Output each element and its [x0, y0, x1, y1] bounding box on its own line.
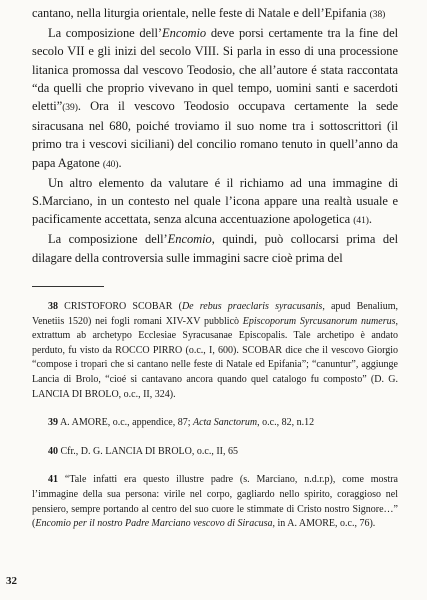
page-number: 32: [6, 575, 17, 587]
footnote-text: , extrattum ab archetypo Ecclesiae Syracusanae Episcopalis. Tale archetipo è andato perduto, fu visto da ROCCO PIRRO (o.c., I, 600). SCOBAR dice che il vescovo Giorgio “compose i tropari che si cantano nelle feste di Natale ed Epifania”; “canuntur”, aggiunge Lancia di Brolo, “cioé si cantavano ancora quando quel catalogo fu composto” (D. G. LANCIA DI BROLO, o.c., II, 324).: [32, 315, 398, 400]
footnote-number: 38: [48, 301, 58, 312]
footnotes: [32, 300, 398, 546]
footnote-ref-40: (40): [102, 159, 119, 170]
footnote-italic: De rebus praeclaris syracusanis: [181, 301, 323, 312]
footnote-italic: Encomio per il nostro Padre Marciano vescovo di Siracusa: [35, 518, 273, 530]
paragraph-4-text-a: La composizione dell’: [48, 232, 168, 247]
footnote-39: [32, 416, 398, 431]
paragraph-3-end: .: [368, 212, 372, 227]
footnote-ref-41: (41): [353, 216, 369, 227]
paragraph-2-italic-title: Encomio: [162, 26, 207, 41]
paragraph-1: [32, 4, 398, 24]
footnote-text: A. AMORE, o.c., appendice, 87;: [58, 417, 193, 429]
footnote-number: 41: [48, 474, 58, 486]
footnote-divider: [32, 286, 104, 287]
footnote-38: [32, 300, 398, 402]
footnote-40: [32, 445, 398, 460]
paragraph-4-italic-title: Encomio: [167, 232, 212, 247]
footnote-text: , o.c., 82, n.12: [257, 417, 315, 429]
paragraph-3-text: Un altro elemento da valutare é il richiamo ad una immagine di S.Marciano, in un contesto nel quale l’icona appare una realtà usuale e pacificamente accettata, senza alcuna accentuazione apologetica: [32, 175, 398, 227]
footnote-number: 39: [48, 417, 58, 429]
paragraph-2-text-d: .: [118, 155, 122, 170]
paragraph-2-text-c: . Ora il vescovo Teodosio occupava certamente la sede siracusana nel 680, poiché troviamo il suo nome tra i sottoscrittori (il primo tra i vescovi siciliani) del concilio romano tenuto in quell’anno da papa Agatone: [32, 99, 398, 170]
footnote-text: , in A. AMORE, o.c., 76).: [272, 518, 376, 530]
footnote-41: [32, 473, 398, 531]
footnote-text: Cfr., D. G. LANCIA DI BROLO, o.c., II, 65: [58, 445, 238, 457]
footnote-text: , apud Benalium, Venetiis 1520) nei fogli romani XIV-XV pubblicò: [32, 301, 398, 327]
footnote-text: CRISTOFORO SCOBAR (: [58, 301, 182, 312]
paragraph-4: [32, 230, 398, 266]
paragraph-1-text: cantano, nella liturgia orientale, nelle feste di Natale e dell’Epifania: [32, 6, 370, 20]
paragraph-4-text-b: , quindi, può collocarsi prima del dilagare della controversia sulle immagini sacre cioè prima del: [32, 232, 399, 265]
footnote-italic: Episcoporum Syrcusanorum numerus: [242, 315, 396, 327]
main-text: [32, 4, 398, 267]
paragraph-2: [32, 24, 398, 174]
paragraph-2-text-a: La composizione dell’: [48, 26, 163, 41]
paragraph-2-text-b: deve porsi certamente tra la fine del secolo VII e gli inizi del secolo VIII. Si parla in esso di una processione litanica promossa dal vescovo Teodosio, che all’autore é stata raccontata “da quelli che proprio vivevano in quel tempo, uomini santi e sacerdoti eletti”: [32, 26, 398, 114]
footnote-text: “Tale infatti era questo illustre padre (s. Marciano, n.d.r.p), come mostra l’immagine della sua persona: virile nel corpo, gagliardo nello spirito, coraggioso nel pensiero, sempre portando al centro del suo cuore le stimmate di Cristo nostro Signore…” (: [32, 474, 398, 530]
footnote-italic: Acta Sanctorum: [192, 417, 258, 429]
paragraph-3: [32, 174, 398, 231]
footnote-ref-38: (38): [369, 10, 386, 20]
footnote-ref-39: (39): [62, 103, 78, 114]
footnote-number: 40: [48, 445, 58, 457]
